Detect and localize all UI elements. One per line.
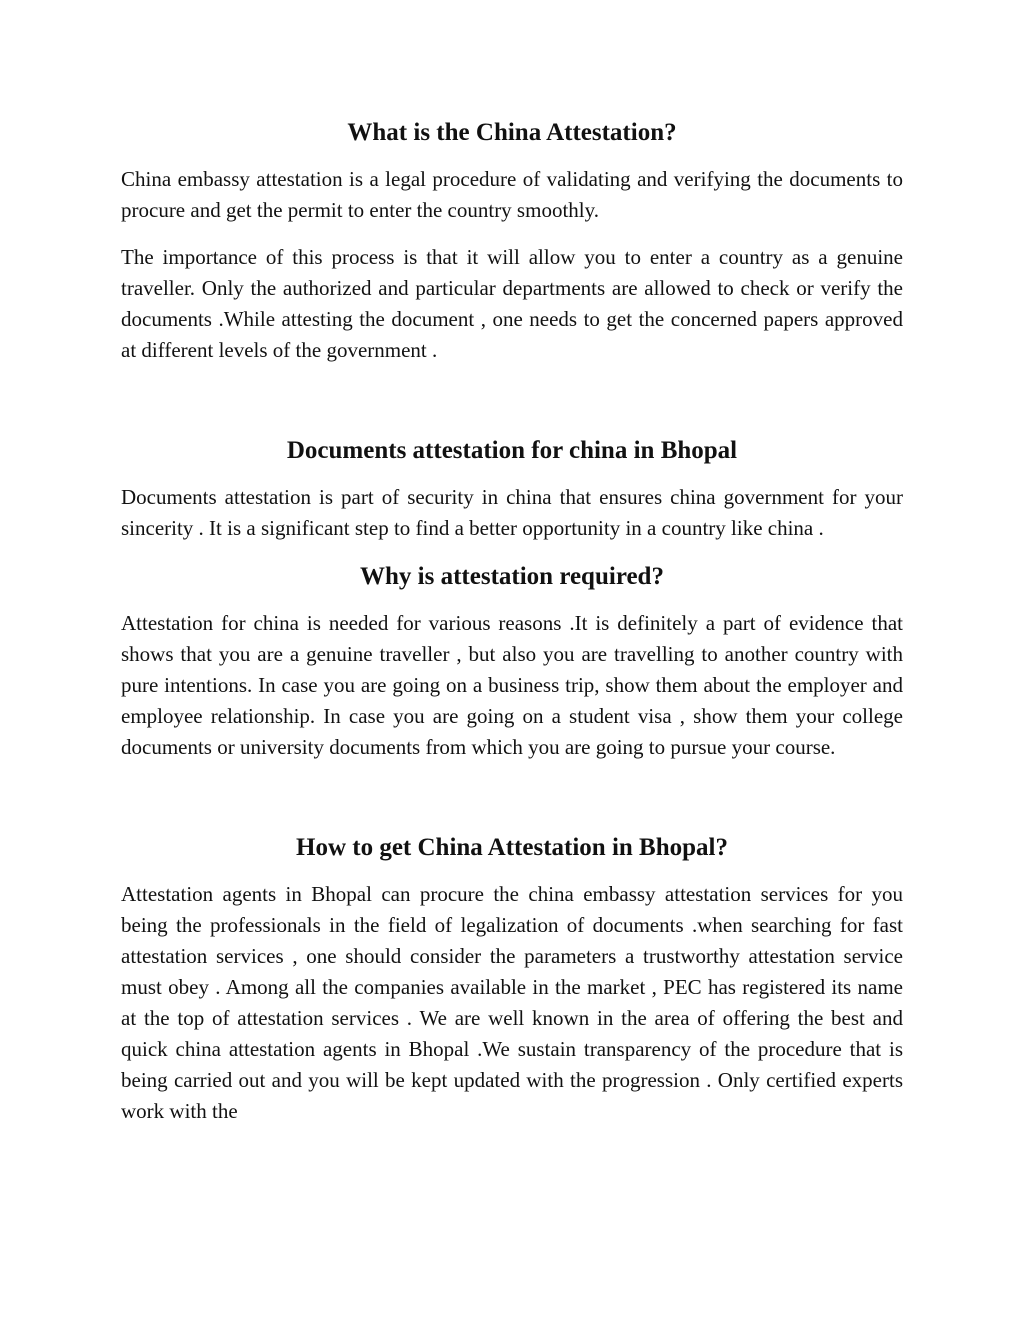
section-heading-china-attestation: What is the China Attestation? — [347, 119, 677, 146]
paragraph-china-attestation-definition: China embassy attestation is a legal procedure of validating and verifying the documents to procure and get the permit to enter the country smoothly. — [121, 167, 903, 222]
section-heading-documents-attestation-bhopal: Documents attestation for china in Bhopal — [286, 437, 738, 464]
paragraph-china-attestation-importance: The importance of this process is that it will allow you to enter a country as a genuine traveller. Only the authorized and particular departments are allowed to check or verify the documents .While attesting the document , one needs to get the concerned papers approved at different levels of the government . — [121, 245, 903, 362]
section-heading-why-attestation-required: Why is attestation required? — [360, 563, 664, 590]
paragraph-why-attestation-reasons: Attestation for china is needed for various reasons .It is definitely a part of evidence that shows that you are a genuine traveller , but also you are travelling to another country with pure intentions. In case you are going on a business trip, show them about the employer and employee relationship. In case you are going on a student visa , show them your college documents or university documents from which you are going to pursue your course. — [121, 611, 903, 759]
paragraph-how-to-get-attestation: Attestation agents in Bhopal can procure the china embassy attestation services for you being the professionals in the field of legalization of documents .when searching for fast attestation services , one should consider the parameters a trustworthy attestation service must obey . Among all the companies available in the market , PEC has registered its name at the top of attestation services . We are well known in the area of offering the best and quick china attestation agents in Bhopal .We sustain transparency of the procedure that is being carried out and you will be kept updated with the progression . Only certified experts work with the — [121, 882, 903, 1123]
paragraph-documents-attestation-security: Documents attestation is part of security in china that ensures china government for your sincerity . It is a significant step to find a better opportunity in a country like china . — [121, 485, 903, 540]
section-heading-how-to-get-attestation: How to get China Attestation in Bhopal? — [296, 834, 728, 861]
